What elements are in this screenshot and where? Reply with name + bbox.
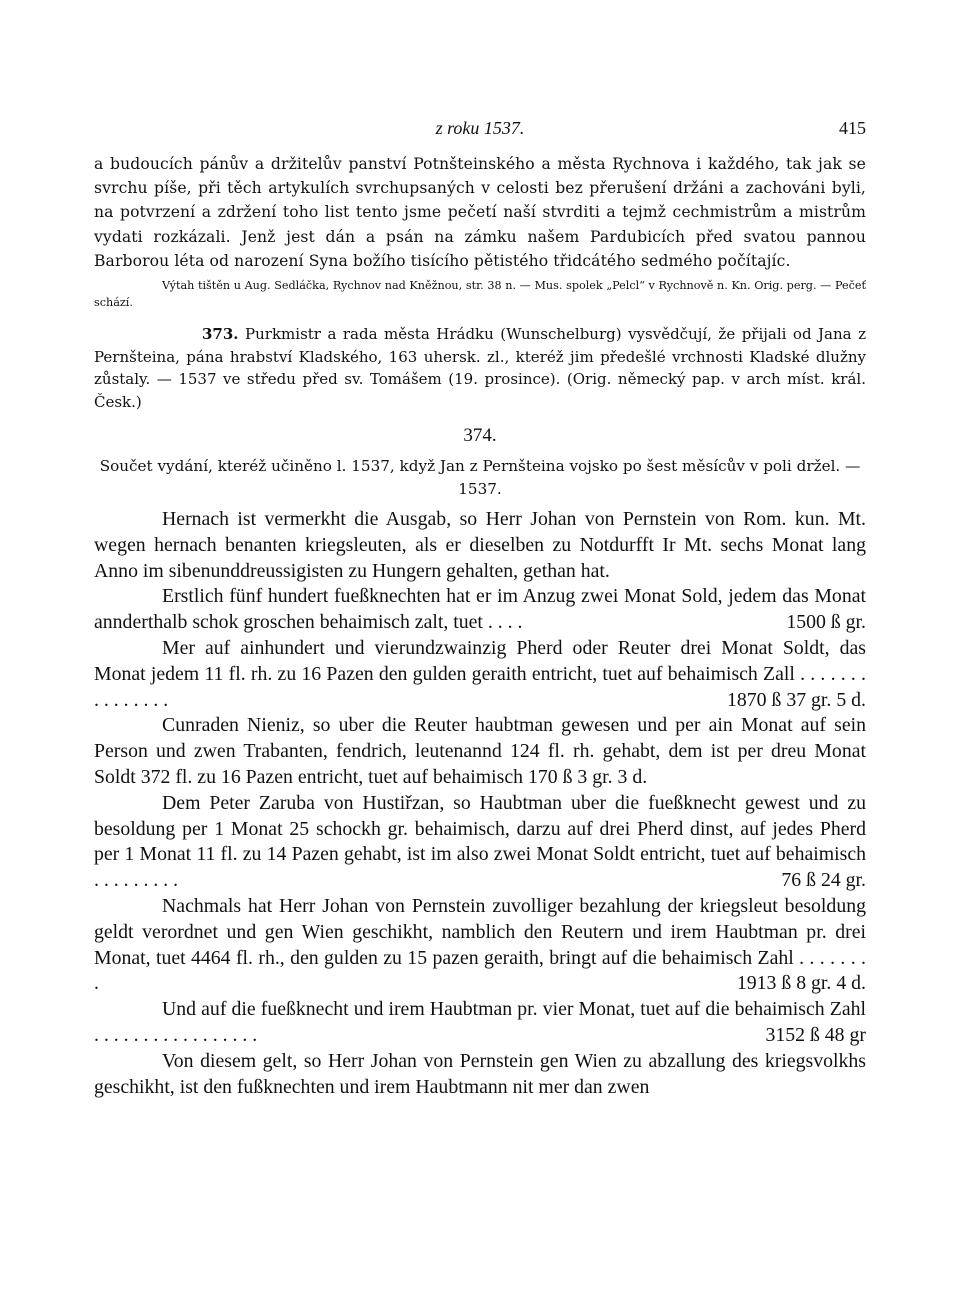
entry-leader-dots: . . . . . . . . [94, 946, 866, 995]
entry-text: Und auf die fueßknecht und irem Haubtman pr. vier Monat, tuet auf die behaimisch Zahl [162, 998, 866, 1021]
entry-sum: 1913 ß 8 gr. 4 d. [736, 972, 866, 995]
entry-text: Nachmals hat Herr Johan von Pernstein zuvolliger bezahlung der kriegsleut besoldung geldt verordnet und gen Wien geschikht, namblich den Reutern und irem Haubtman pr. drei Monat, tuet 4464 fl. rh., den gulden zu 15 pazen geraith, bringt auf die behaimisch Zahl [94, 894, 866, 969]
entry-leader-dots: . . . . . . . . . . . . . . . . . [94, 1023, 258, 1046]
account-entry [94, 636, 866, 713]
entry-sum: 3152 ß 48 gr [765, 1023, 866, 1046]
account-entry [94, 584, 866, 636]
account-entry [94, 997, 866, 1049]
regest-number: 373. [202, 325, 239, 344]
regest-373 [94, 323, 866, 413]
german-account-text [94, 507, 866, 1100]
document-title: Součet vydání, kteréž učiněno l. 1537, když Jan z Pernšteina vojsko po šest měsícův v poli držel. — 1537. [99, 457, 861, 499]
entry-sum: 76 ß 24 gr. [781, 869, 866, 892]
entry-text: Dem Peter Zaruba von Hustiřzan, so Haubtman uber die fueßknecht gewest und zu besoldung per 1 Monat 25 schockh gr. behaimisch, darzu auf drei Pherd dinst, auf jedes Pherd per 1 Monat 11 fl. zu 14 Pazen gehabt, ist im also zwei Monat Soldt entricht, tuet auf behaimisch [94, 791, 866, 866]
entry-leader-dots: . . . . . . . . . [94, 869, 179, 892]
source-note: Výtah tištěn u Aug. Sedláčka, Rychnov nad Kněžnou, str. 38 n. — Mus. spolek „Pelcl“ v Rychnově n. Kn. Orig. perg. — Pečeť schází. [94, 279, 866, 310]
account-entry: Cunraden Nieniz, so uber die Reuter haubtman gewesen und per ain Monat auf sein Person und zwen Trabanten, fendrich, leutenannd 124 fl. rh. gehabt, dem ist per dreu Monat Soldt 372 fl. zu 16 Pazen entricht, tuet auf behaimisch 170 ß 3 gr. 3 d. [94, 714, 866, 788]
running-title: z roku 1537. [435, 118, 525, 138]
entry-text: Erstlich fünf hundert fueßknechten hat er im Anzug zwei Monat Sold, jedem das Monat annderthalb schok groschen behaimisch zalt, tuet [94, 585, 866, 634]
account-entry [94, 791, 866, 894]
account-entry [94, 894, 866, 997]
entry-leader-dots: . . . . [482, 611, 523, 634]
entry-sum: 1500 ß gr. [786, 611, 866, 634]
account-entry: Von diesem gelt, so Herr Johan von Pernstein gen Wien zu abzallung des kriegsvolkhs geschikht, ist den fußknechten und irem Haubtmann nit mer dan zwen [94, 1049, 866, 1098]
page-number: 415 [839, 118, 866, 138]
czech-charter-text: a budoucích pánův a držitelův panství Potnšteinského a města Rychnova i každého, tak jak se svrchu píše, při těch artykulích svrchupsaných v celosti bez přerušení držáni a zachováni byli, na potvrzení a zdržení toho list tento jsme pečetí naší stvrditi a tejmž cechmistrům a mistrům vydati rozkázali. Jenž jest dán a psán na zámku našem Pardubicích před svatou pannou Barborou léta od narození Syna božího tisícího pětistého třidcátého sedmého počítajíc. [94, 155, 866, 270]
entry-leader-dots: . . . . . . . . . . . . . . . [94, 662, 866, 711]
entry-text: Mer auf ainhundert und vierundzwainzig Pherd oder Reuter drei Monat Soldt, das Monat jedem 11 fl. rh. zu 16 Pazen den gulden geraith entricht, tuet auf behaimisch Zall [94, 637, 866, 685]
entry-sum: 1870 ß 37 gr. 5 d. [726, 688, 866, 711]
document-page [94, 118, 866, 1100]
account-intro: Hernach ist vermerkht die Ausgab, so Herr Johan von Pernstein von Rom. kun. Mt. wegen hernach benanten kriegsleuten, als er dieselben zu Notdurfft Ir Mt. sechs Monat lang Anno im sibenunddreussigisten zu Hungern gehalten, gethan hat. [94, 508, 866, 582]
regest-text: Purkmistr a rada města Hrádku (Wunschelburg) vysvědčují, že přijali od Jana z Pernšteina, pána hrabství Kladského, 163 uhersk. zl., kteréž jim předešlé vrchnosti Kladské dlužny zůstaly. — 1537 ve středu před sv. Tomášem (19. prosince). (Orig. německý pap. v arch míst. král. Česk.) [94, 325, 866, 411]
page-header [94, 118, 866, 146]
document-number: 374. [463, 425, 497, 447]
